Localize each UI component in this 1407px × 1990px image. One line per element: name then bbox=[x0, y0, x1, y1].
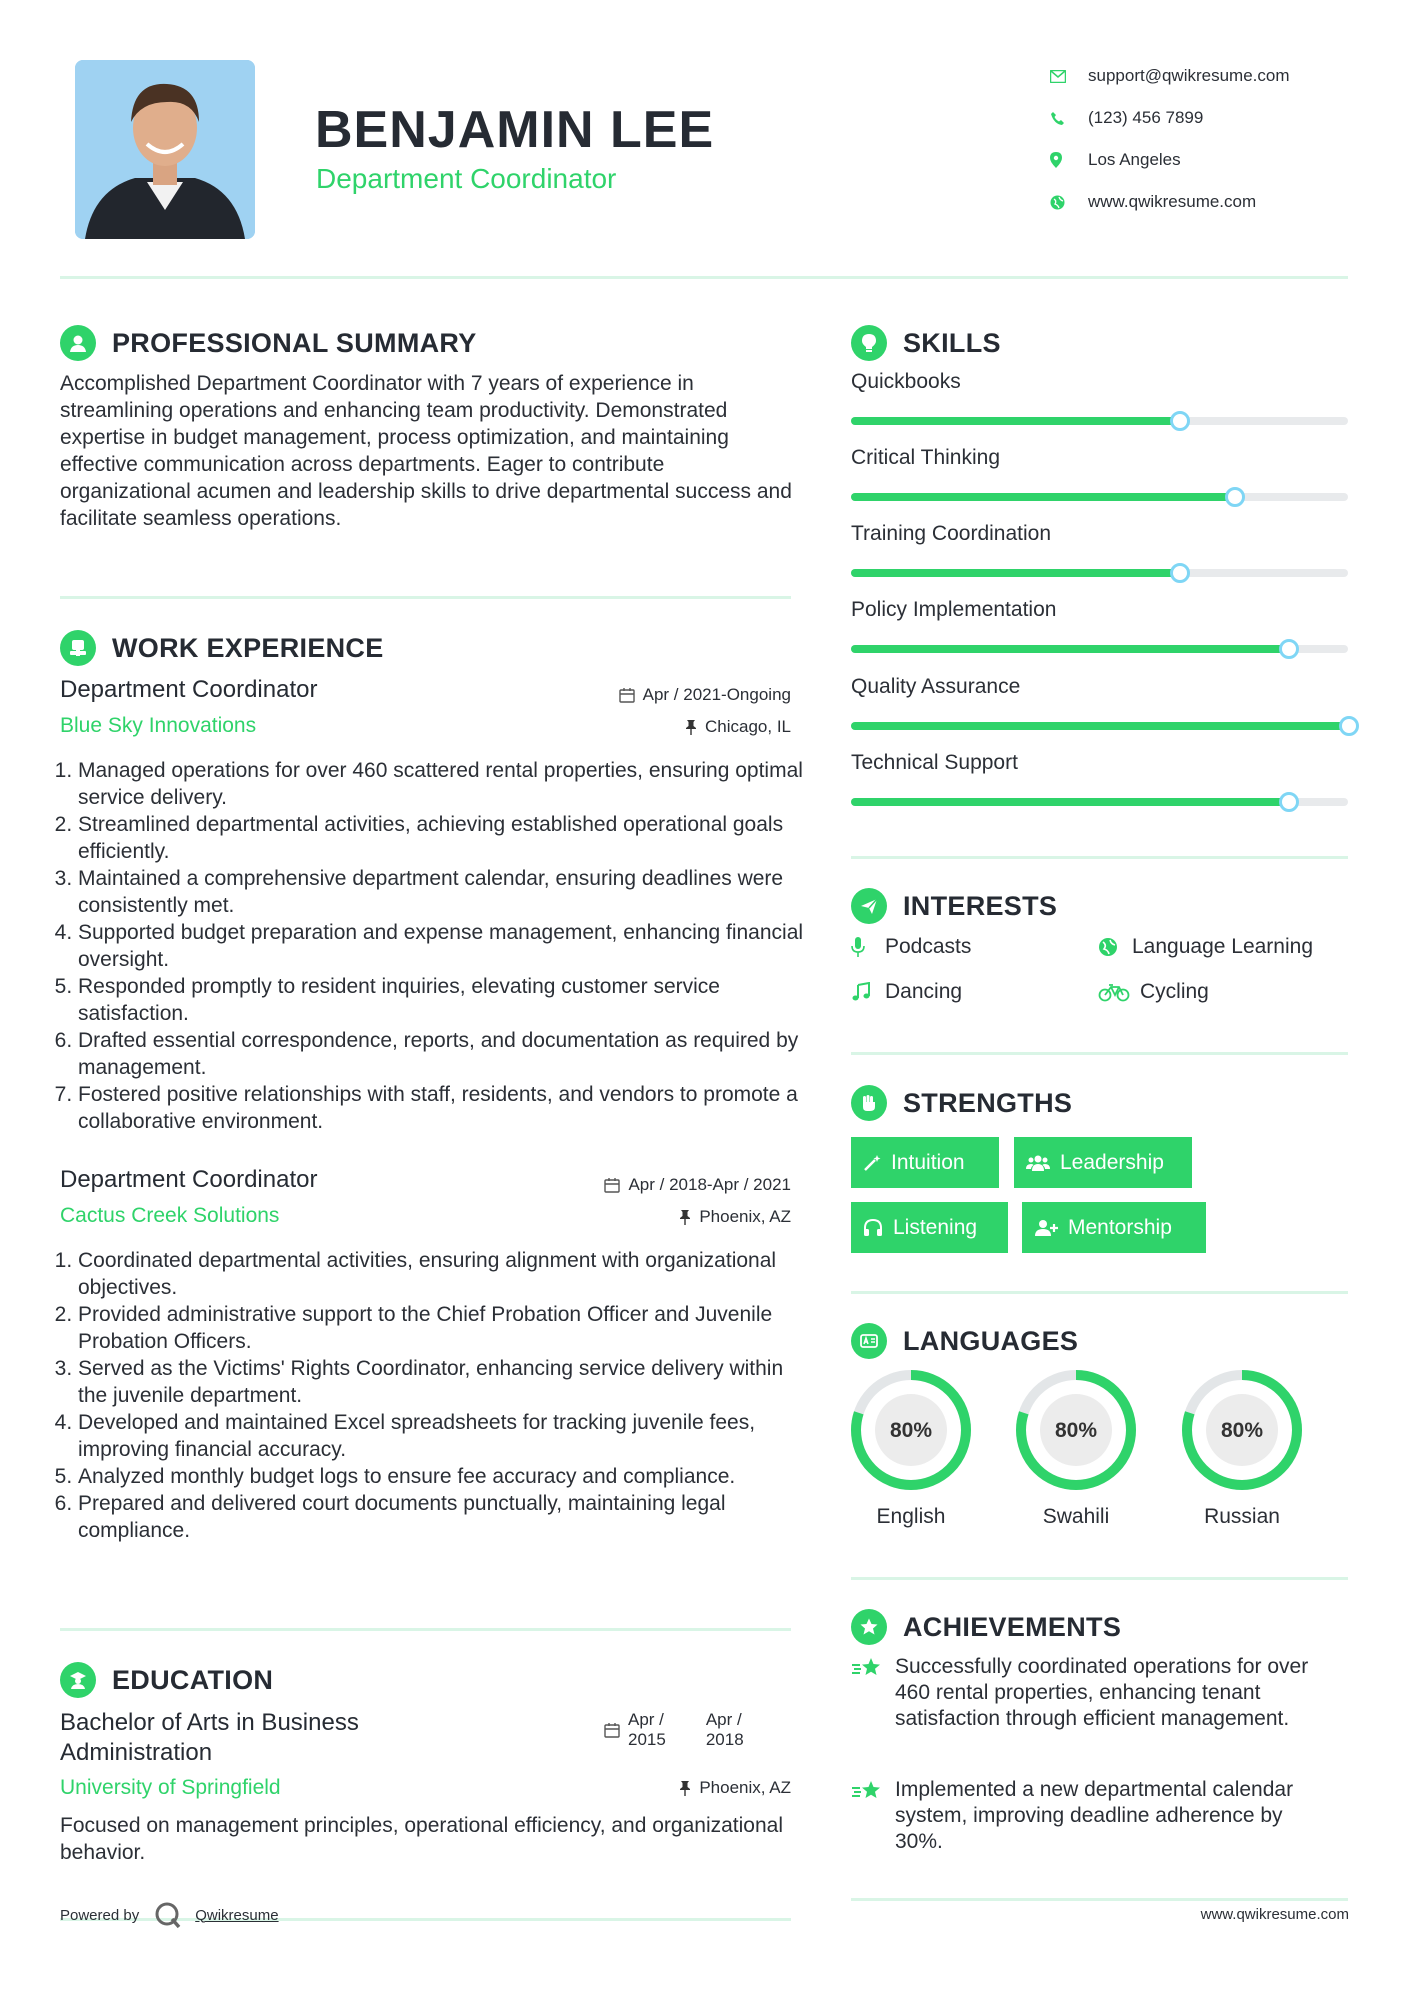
skill-bar-fill bbox=[851, 417, 1179, 425]
language-level-label: 80% bbox=[889, 1419, 933, 1442]
job-title: Department Coordinator bbox=[60, 1166, 318, 1193]
summary-text: Accomplished Department Coordinator with 7 years of experience in streamlining operations and enhancing team productivity. Demonstrated expertise in budget management, process optimization, and maintaining effective communication across departments. Eager to contribute organizational acumen and leadership skills to drive departmental success and facilitate seamless operations. bbox=[60, 372, 792, 530]
contact-website[interactable]: www.qwikresume.com bbox=[1088, 192, 1257, 211]
envelope-icon bbox=[1050, 70, 1088, 83]
contact-info bbox=[1050, 55, 1290, 223]
skills-divider bbox=[851, 856, 1348, 859]
language-item bbox=[849, 1368, 973, 1529]
headphones-icon bbox=[863, 1219, 883, 1237]
language-level-label: 80% bbox=[1220, 1419, 1264, 1442]
language-name: English bbox=[876, 1505, 946, 1528]
magic-wand-icon bbox=[863, 1154, 881, 1172]
school-name: University of Springfield bbox=[60, 1776, 281, 1799]
strength-tag: Listening bbox=[851, 1202, 1008, 1253]
lightbulb-icon bbox=[851, 325, 887, 361]
contact-location-row bbox=[1050, 139, 1290, 181]
list-item: 4. Developed and maintained Excel spreadsheets for tracking juvenile fees, improving financial accuracy. bbox=[78, 1409, 813, 1463]
list-item: 3. Maintained a comprehensive department calendar, ensuring deadlines were consistently met. bbox=[78, 865, 813, 919]
candidate-title: Department Coordinator bbox=[316, 163, 617, 194]
list-item: 7. Fostered positive relationships with staff, residents, and vendors to promote a collaborative environment. bbox=[78, 1081, 813, 1135]
interests-heading: INTERESTS bbox=[851, 888, 1057, 924]
job-bullets bbox=[60, 1247, 813, 1544]
job-dates: Apr / 2018-Apr / 2021 bbox=[520, 1175, 791, 1195]
paper-plane-icon bbox=[851, 888, 887, 924]
contact-email-row bbox=[1050, 55, 1290, 97]
skills-heading: SKILLS bbox=[851, 325, 1001, 361]
skill-slider-knob bbox=[1279, 792, 1299, 812]
strength-tag: Leadership bbox=[1014, 1137, 1192, 1188]
user-icon bbox=[60, 325, 96, 361]
list-item: 4. Supported budget preparation and expense management, enhancing financial oversight. bbox=[78, 919, 813, 973]
languages-divider bbox=[851, 1577, 1348, 1580]
strength-tag: Mentorship bbox=[1022, 1202, 1206, 1253]
qwikresume-logo-icon bbox=[153, 1900, 183, 1930]
language-name: Swahili bbox=[1042, 1505, 1110, 1528]
skill-slider-knob bbox=[1225, 487, 1245, 507]
footer-website[interactable]: www.qwikresume.com bbox=[1200, 1906, 1349, 1923]
contact-email[interactable]: support@qwikresume.com bbox=[1088, 66, 1290, 85]
list-item: 1. Managed operations for over 460 scattered rental properties, ensuring optimal service delivery. bbox=[78, 757, 813, 811]
language-item bbox=[1014, 1368, 1138, 1529]
profile-photo bbox=[75, 60, 255, 239]
skill-slider-knob bbox=[1339, 716, 1359, 736]
globe-icon bbox=[1050, 195, 1088, 210]
summary-heading: PROFESSIONAL SUMMARY bbox=[60, 325, 477, 361]
list-item: 1. Coordinated departmental activities, ensuring alignment with organizational objectives. bbox=[78, 1247, 813, 1301]
strengths-heading: STRENGTHS bbox=[851, 1085, 1072, 1121]
interest-item: Language Learning bbox=[1098, 935, 1313, 959]
job-location: Phoenix, AZ bbox=[560, 1207, 791, 1227]
pushpin-icon bbox=[679, 1209, 691, 1225]
microphone-icon bbox=[851, 936, 879, 958]
achievement-item: Implemented a new departmental calendar system, improving deadline adherence by 30%. bbox=[851, 1777, 1311, 1855]
bicycle-icon bbox=[1098, 982, 1134, 1002]
language-item bbox=[1180, 1368, 1304, 1529]
education-dates: Apr / 2015 Apr / 2018 bbox=[604, 1710, 744, 1750]
phone-icon bbox=[1050, 111, 1088, 126]
languages-heading: LANGUAGES bbox=[851, 1323, 1078, 1359]
list-item: 5. Analyzed monthly budget logs to ensure fee accuracy and compliance. bbox=[78, 1463, 813, 1490]
skill-item: Technical Support bbox=[851, 751, 1348, 806]
users-icon bbox=[1026, 1154, 1050, 1172]
shooting-star-icon bbox=[851, 1777, 895, 1855]
strengths-divider bbox=[851, 1291, 1348, 1294]
strength-tag: Intuition bbox=[851, 1137, 999, 1188]
pushpin-icon bbox=[685, 719, 697, 735]
job-dates: Apr / 2021-Ongoing bbox=[560, 685, 791, 705]
skill-slider-knob bbox=[1279, 639, 1299, 659]
job-location: Chicago, IL bbox=[560, 717, 791, 737]
interest-item: Podcasts bbox=[851, 935, 971, 959]
qwikresume-link[interactable]: Qwikresume bbox=[195, 1906, 279, 1924]
user-plus-icon bbox=[1034, 1219, 1058, 1237]
contact-phone[interactable]: (123) 456 7899 bbox=[1088, 108, 1204, 127]
skill-bar bbox=[851, 417, 1348, 425]
job-company: Cactus Creek Solutions bbox=[60, 1204, 280, 1227]
skill-bar bbox=[851, 493, 1348, 501]
job-company: Blue Sky Innovations bbox=[60, 714, 257, 737]
achievement-item: Successfully coordinated operations for over 460 rental properties, enhancing tenant satisfaction through efficient management. bbox=[851, 1654, 1311, 1732]
education-heading: EDUCATION bbox=[60, 1662, 273, 1698]
list-item: 3. Served as the Victims' Rights Coordinator, enhancing service delivery within the juvenile department. bbox=[78, 1355, 813, 1409]
contact-phone-row bbox=[1050, 97, 1290, 139]
contact-website-row bbox=[1050, 181, 1290, 223]
list-item: 6. Prepared and delivered court documents punctually, maintaining legal compliance. bbox=[78, 1490, 813, 1544]
skill-bar-fill bbox=[851, 645, 1288, 653]
interest-item: Dancing bbox=[851, 980, 962, 1004]
header-divider bbox=[60, 276, 1348, 279]
language-name: Russian bbox=[1204, 1505, 1280, 1528]
experience-divider bbox=[60, 1628, 791, 1631]
list-item: 6. Drafted essential correspondence, reports, and documentation as required by management. bbox=[78, 1027, 813, 1081]
list-item: 5. Responded promptly to resident inquiries, elevating customer service satisfaction. bbox=[78, 973, 813, 1027]
achievements-heading: ACHIEVEMENTS bbox=[851, 1609, 1121, 1645]
pushpin-icon bbox=[679, 1780, 691, 1796]
skill-bar bbox=[851, 798, 1348, 806]
language-level-label: 80% bbox=[1054, 1419, 1098, 1442]
language-ring bbox=[849, 1368, 973, 1492]
fist-icon bbox=[851, 1085, 887, 1121]
achievements-divider bbox=[851, 1898, 1348, 1901]
list-item: 2. Provided administrative support to the Chief Probation Officer and Juvenile Probation Officers. bbox=[78, 1301, 813, 1355]
skill-slider-knob bbox=[1170, 411, 1190, 431]
list-item: 2. Streamlined departmental activities, achieving established operational goals efficiently. bbox=[78, 811, 813, 865]
skill-item: Quickbooks bbox=[851, 370, 1348, 425]
skill-bar bbox=[851, 569, 1348, 577]
star-icon bbox=[851, 1609, 887, 1645]
music-note-icon bbox=[851, 982, 879, 1002]
calendar-icon bbox=[604, 1177, 620, 1193]
shooting-star-icon bbox=[851, 1654, 895, 1732]
candidate-name: BENJAMIN LEE bbox=[315, 101, 715, 159]
language-icon bbox=[851, 1323, 887, 1359]
skill-item: Policy Implementation bbox=[851, 598, 1348, 653]
footer-powered-by: Powered by Qwikresume bbox=[60, 1900, 279, 1930]
job-title: Department Coordinator bbox=[60, 676, 318, 703]
calendar-icon bbox=[619, 687, 635, 703]
skill-item: Quality Assurance bbox=[851, 675, 1348, 730]
skill-bar-fill bbox=[851, 569, 1179, 577]
interest-item: Cycling bbox=[1098, 980, 1209, 1004]
education-location: Phoenix, AZ bbox=[560, 1778, 791, 1798]
skill-bar-fill bbox=[851, 493, 1234, 501]
map-pin-icon bbox=[1050, 152, 1088, 168]
skill-bar-fill bbox=[851, 798, 1288, 806]
briefcase-icon bbox=[60, 630, 96, 666]
skill-bar bbox=[851, 645, 1348, 653]
language-ring bbox=[1180, 1368, 1304, 1492]
interests-divider bbox=[851, 1052, 1348, 1055]
graduate-icon bbox=[60, 1662, 96, 1698]
skill-bar bbox=[851, 722, 1348, 730]
calendar-icon bbox=[604, 1722, 620, 1738]
language-ring bbox=[1014, 1368, 1138, 1492]
globe-icon bbox=[1098, 937, 1126, 957]
skill-item: Training Coordination bbox=[851, 522, 1348, 577]
job-bullets bbox=[60, 757, 813, 1135]
skill-item: Critical Thinking bbox=[851, 446, 1348, 501]
degree-title: Bachelor of Arts in Business Administration bbox=[60, 1709, 359, 1766]
summary-divider bbox=[60, 596, 791, 599]
contact-location: Los Angeles bbox=[1088, 150, 1181, 169]
skill-slider-knob bbox=[1170, 563, 1190, 583]
skill-bar-fill bbox=[851, 722, 1348, 730]
education-text: Focused on management principles, operational efficiency, and organizational behavior. bbox=[60, 1814, 784, 1864]
experience-heading: WORK EXPERIENCE bbox=[60, 630, 384, 666]
